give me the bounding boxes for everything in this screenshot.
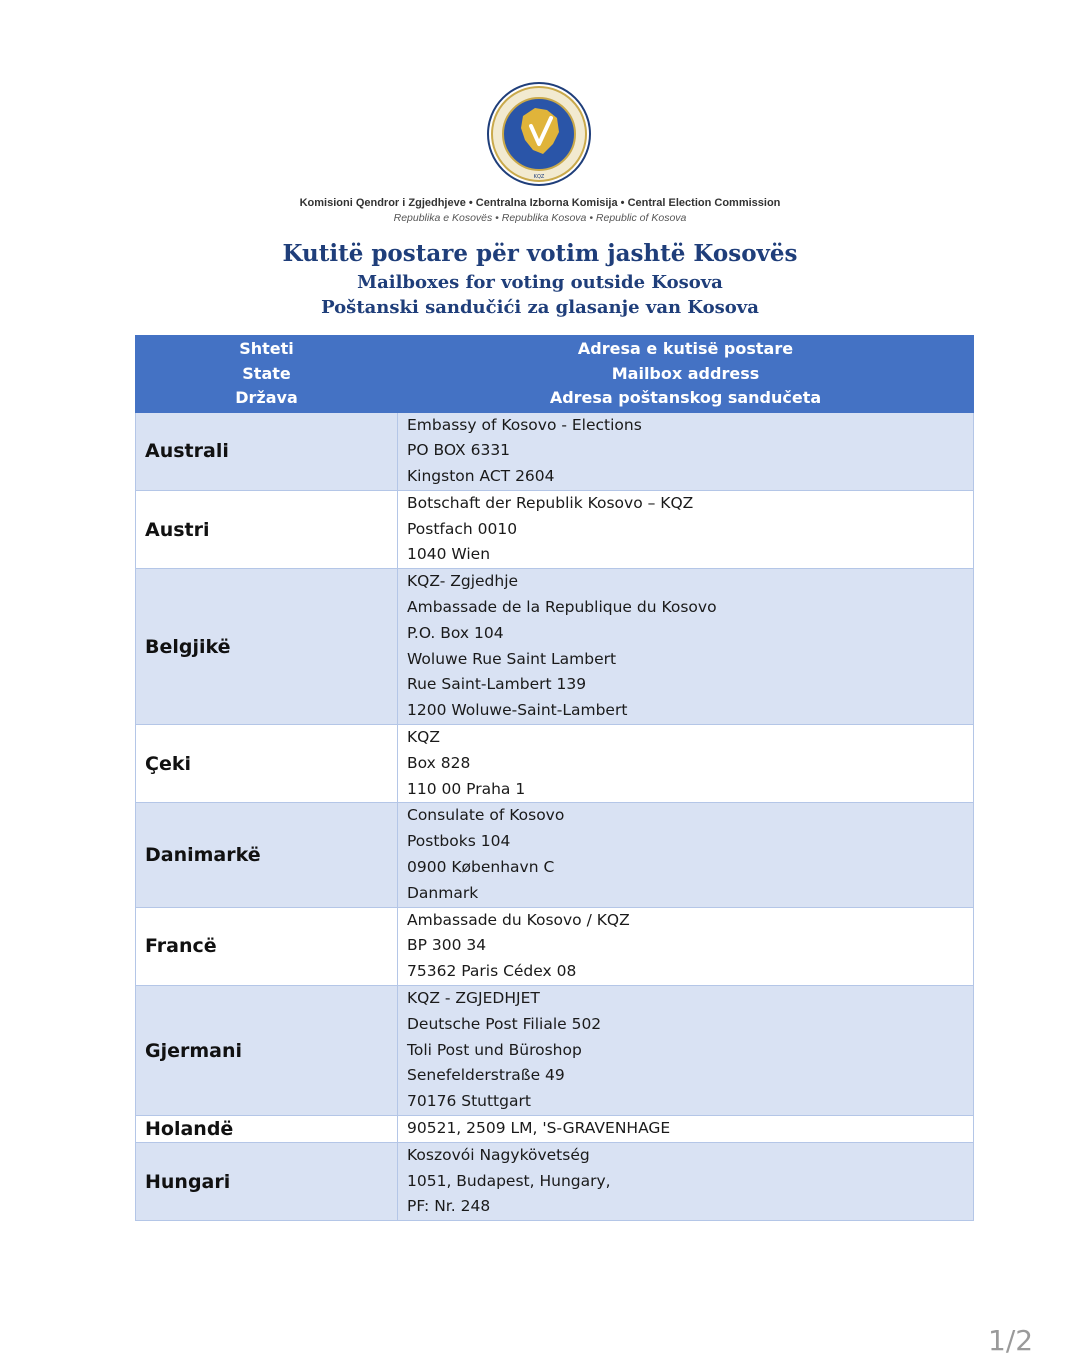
address-line: Embassy of Kosovo - Elections: [407, 415, 642, 434]
address-line: KQZ - ZGJEDHJET: [407, 989, 540, 1008]
address-line: Koszovói Nagykövetség: [407, 1145, 590, 1164]
country-cell: Danimarkë: [136, 803, 398, 907]
address-line: Deutsche Post Filiale 502: [407, 1014, 602, 1033]
address-line: Woluwe Rue Saint Lambert: [407, 649, 617, 668]
address-line: 1040 Wien: [407, 545, 491, 564]
address-line: P.O. Box 104: [407, 623, 504, 642]
address-cell: [398, 490, 974, 568]
title-serbian: Poštanski sandučići za glasanje van Kosova: [321, 297, 759, 318]
republic-line: Republika e Kosovës • Republika Kosova • Republic of Kosova: [393, 212, 687, 224]
address-line: Senefelderstraße 49: [407, 1066, 565, 1085]
address-line: Rue Saint-Lambert 139: [407, 675, 587, 694]
address-line: Kingston ACT 2604: [407, 467, 555, 486]
country-cell: Francë: [136, 907, 398, 985]
address-cell: [398, 907, 974, 985]
table-row: [136, 412, 974, 490]
page-indicator: 1/2: [988, 1324, 1034, 1357]
address-line: 1051, Budapest, Hungary,: [407, 1171, 611, 1190]
table-row: [136, 1116, 974, 1143]
address-line: 90521, 2509 LM, 'S-GRAVENHAGE: [407, 1119, 671, 1138]
title-albanian: Kutitë postare për votim jashtë Kosovës: [282, 240, 798, 267]
address-cell: [398, 412, 974, 490]
country-cell: Belgjikë: [136, 569, 398, 725]
table-row: [136, 1142, 974, 1220]
address-line: Postboks 104: [407, 832, 511, 851]
address-line: Box 828: [407, 753, 471, 772]
table-row: [136, 803, 974, 907]
organization-line: Komisioni Qendror i Zgjedhjeve • Centralna Izborna Komisija • Central Election Commission: [299, 197, 781, 209]
address-cell: [398, 1116, 974, 1143]
address-line: BP 300 34: [407, 936, 487, 955]
address-line: KQZ- Zgjedhje: [407, 572, 519, 591]
address-line: 70176 Stuttgart: [407, 1092, 531, 1111]
address-cell: [398, 803, 974, 907]
address-line: Botschaft der Republik Kosovo – KQZ: [407, 493, 694, 512]
country-cell: Gjermani: [136, 986, 398, 1116]
country-cell: Australi: [136, 412, 398, 490]
title-english: Mailboxes for voting outside Kosova: [357, 272, 723, 293]
address-line: 1200 Woluwe-Saint-Lambert: [407, 701, 628, 720]
address-line: PO BOX 6331: [407, 441, 511, 460]
svg-text:KQZ: KQZ: [533, 174, 545, 180]
address-line: Toli Post und Büroshop: [407, 1040, 582, 1059]
address-cell: [398, 725, 974, 803]
country-cell: Hungari: [136, 1142, 398, 1220]
table-row: [136, 725, 974, 803]
table-row: [136, 907, 974, 985]
address-cell: [398, 1142, 974, 1220]
address-line: PF: Nr. 248: [407, 1197, 491, 1216]
address-line: 110 00 Praha 1: [407, 779, 526, 798]
column-header-address: Adresa e kutisë postare Mailbox address Adresa poštanskog sandučeta: [398, 336, 974, 413]
address-line: Ambassade du Kosovo / KQZ: [407, 910, 630, 929]
column-header-state: Shteti State Država: [136, 336, 398, 413]
address-cell: [398, 569, 974, 725]
address-cell: [398, 986, 974, 1116]
mailbox-table: [135, 335, 974, 1221]
kqz-logo: [487, 82, 591, 186]
address-line: Danmark: [407, 883, 479, 902]
table-row: [136, 569, 974, 725]
table-header-row: [136, 336, 974, 413]
table-row: [136, 490, 974, 568]
address-line: Ambassade de la Republique du Kosovo: [407, 598, 717, 617]
country-cell: Austri: [136, 490, 398, 568]
address-line: 0900 København C: [407, 858, 555, 877]
address-line: Consulate of Kosovo: [407, 806, 565, 825]
address-line: Postfach 0010: [407, 519, 518, 538]
country-cell: Çeki: [136, 725, 398, 803]
address-line: KQZ: [407, 728, 440, 747]
country-cell: Holandë: [136, 1116, 398, 1143]
table-row: [136, 986, 974, 1116]
address-line: 75362 Paris Cédex 08: [407, 962, 577, 981]
